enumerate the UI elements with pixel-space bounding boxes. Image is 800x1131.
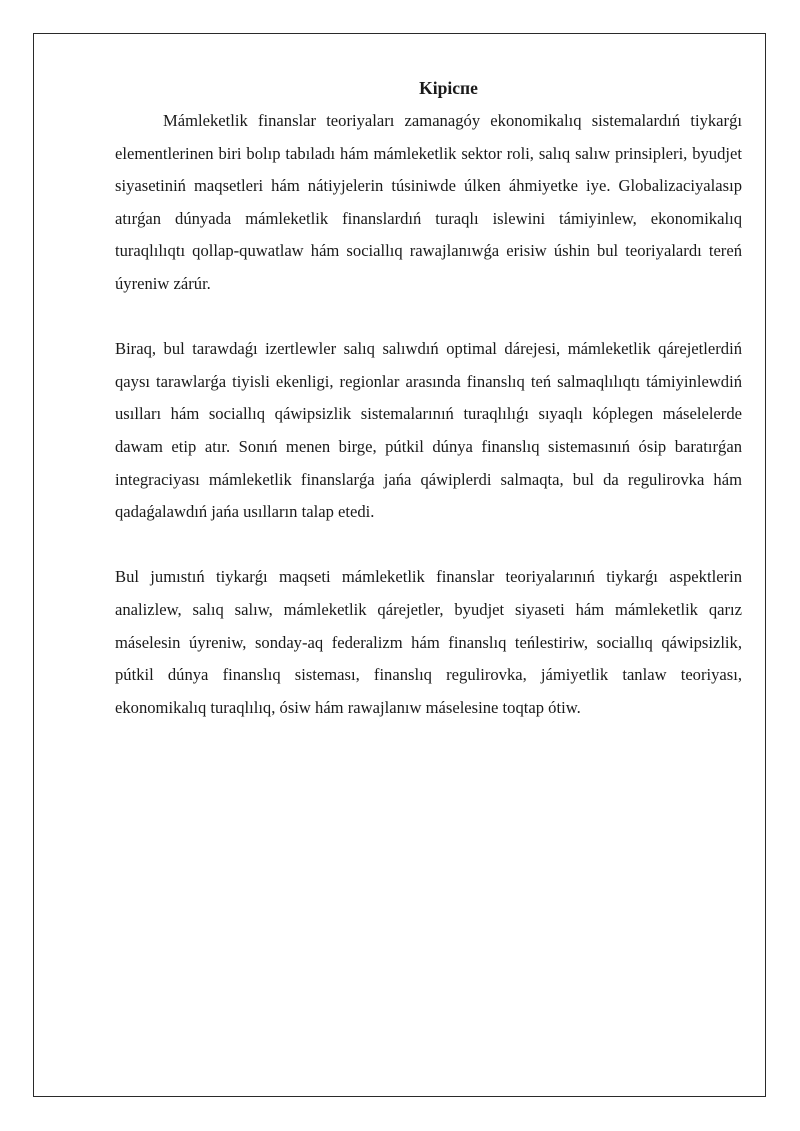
paragraph-gap [115,301,742,334]
paragraph-2: Biraq, bul tarawdaǵı izertlewler salıq salıwdıń optimal dárejesi, mámleketlik qárejetlerdiń qaysı tarawlarǵa tiyisli ekenligi, regionlar arasında finanslıq teń salmaqlılıqtı támiyinlewdiń usılları hám sociallıq qáwipsizlik sistemalarınıń turaqlılıǵı sıyaqlı kóplegen máselelerde dawam etip atır. Sonıń menen birge, pútkil dúnya finanslıq sistemasınıń ósip baratırǵan integraciyası mámleketlik finanslarǵa jańa qáwiplerdi salmaqta, bul da regulirovka hám qadaǵalawdıń jańa usılların talap etedi. [115,339,742,522]
document-body [115,76,742,724]
paragraph-gap [115,529,742,562]
paragraph-1: Mámleketlik finanslar teoriyaları zamanagóy ekonomikalıq sistemalardıń tiykarǵı elementlerinen biri bolıp tabıladı hám mámleketlik sektor roli, salıq salıw prinsipleri, byudjet siyasetiniń maqsetleri hám nátiyjelerin túsiniwde úlken áhmiyetke iye. Globalizaciyalasıp atırǵan dúnyada mámleketlik finanslardıń turaqlı islewini támiyinlew, ekonomikalıq turaqlılıqtı qollap-quwatlaw hám sociallıq rawajlanıwǵa erisiw úshin bul teoriyalardı tereń úyreniw zárúr. [115,111,742,293]
paragraph-3: Bul jumıstıń tiykarǵı maqseti mámleketlik finanslar teoriyalarınıń tiykarǵı aspektlerin analizlew, salıq salıw, mámleketlik qárejetler, byudjet siyaseti hám mámleketlik qarız máselesin úyreniw, sonday-aq federalizm hám finanslıq teńlestiriw, sociallıq qáwipsizlik, pútkil dúnya finanslıq sisteması, finanslıq regulirovka, jámiyetlik tanlaw teoriyası, ekonomikalıq turaqlılıq, ósiw hám rawajlanıw máselesine toqtap ótiw. [115,567,742,717]
document-title: Kipicпе [419,78,478,98]
